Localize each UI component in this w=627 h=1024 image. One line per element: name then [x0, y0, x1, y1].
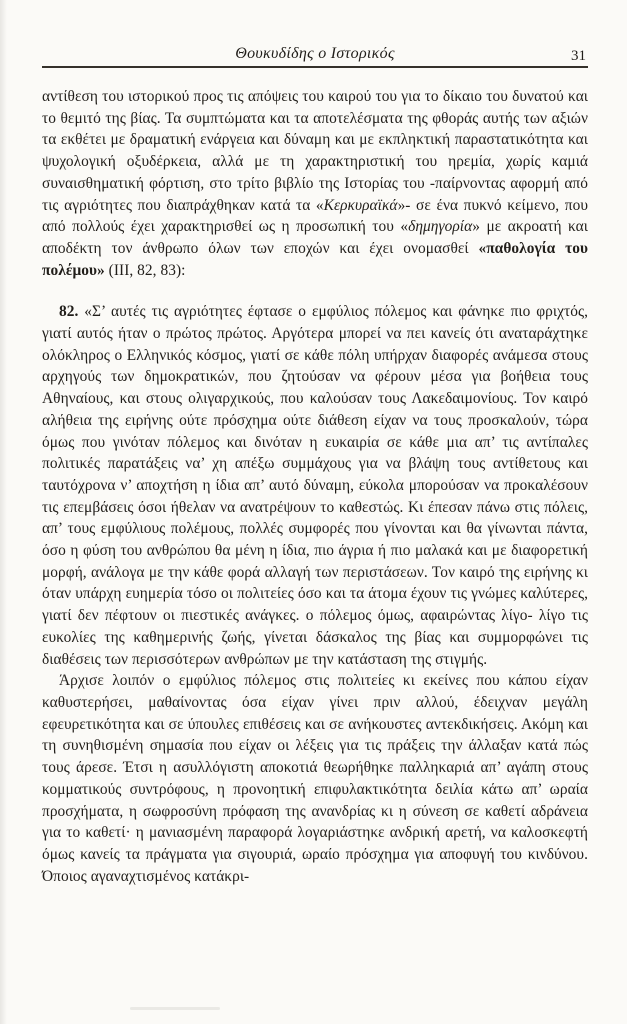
- citation-text: (III, 82, 83):: [104, 261, 186, 279]
- scan-artifact: [130, 1007, 220, 1010]
- section-number: 82.: [59, 303, 79, 321]
- page-body: [42, 86, 588, 887]
- running-title: Θουκυδίδης ο Ιστορικός: [235, 45, 395, 62]
- intro-text: »- σε ένα πυκνό κείμενο, που από πολλούς έχει χαρακτηρισθεί ως η προσωπική του «: [42, 196, 588, 236]
- paragraph-intro: [42, 86, 588, 281]
- paragraph-section-82: [42, 301, 588, 670]
- kerkyraika-italic-text: Κερκυραϊκά: [323, 196, 398, 214]
- dimigoria-italic-text: δημηγορία: [408, 218, 473, 236]
- quote-text: Άρχισε λοιπόν ο εμφύλιος πόλεμος στις πολιτείες κι εκείνες που κάπου είχαν καθυστερήσει, μαθαίνοντας όσα είχαν γίνει πριν αλλού, έδειχναν μεγάλη εφευρετικότητα και σε ύπουλες επιθέσεις και σε ανήκουστες αντεκδικήσεις. Ακόμη και τη συνηθισμένη σημασία που είχαν οι λέξεις για τις πράξεις την άλλαξαν κατά πώς τους άρεσε. Έτσι η ασυλλόγιστη αποκοτιά θεωρήθηκε παλληκαριά απ’ αγάπη στους κομματικούς συντρόφους, η προνοητική επιφυλακτικότητα δειλία κάτω απ’ ωραία προσχήματα, η σωφροσύνη πρόφαση της ανανδρίας κι η σύνεση σε καθετί αδράνεια για το καθετί· η μανιασμένη παραφορά λογαριάστηκε ανδρική αρετή, να καλοσκεφτή όμως κανείς τα πράγματα για σιγουριά, ωραίο πρόσχημα για αποφυγή του κινδύνου. Όποιος αγαναχτισμένος κατάκρι-: [42, 672, 588, 885]
- pathologia-bold-text: «παθολογία του πολέμου»: [42, 239, 588, 279]
- quote-text: «Σ’ αυτές τις αγριότητες έφτασε ο εμφύλιος πόλεμος και φάνηκε πιο φριχτός, γιατί αυτός ήταν ο πρώτος πρώτος. Αργότερα μπορεί να πει κανείς ότι αναταράχτηκε ολόκληρος ο Ελληνικός κόσμος, γιατί σε κάθε πόλη υπήρχαν διαφορές ανάμεσα στους αρχηγούς των δημοκρατικών, που ζητούσαν να φέρουν μέσα για βοήθεια τους Αθηναίους, και στους ολιγαρχικούς, που καλούσαν τους Λακεδαιμονίους. Τον καιρό αλήθεια της ειρήνης ούτε πρόσχημα ούτε διάθεση είχαν να τους προσκαλούν, τώρα όμως που γινόταν πόλεμος και δινόταν η ευκαιρία σε κάθε μια απ’ τις αντίπαλες πολιτικές παρατάξεις να’ χη απέξω συμμάχους για να βλάψη τους αντίθετους και ταυτόχρονα ν’ αποχτήση η ίδια απ’ αυτό δύναμη, εύκολα μπορούσαν να προκαλέσουν τις επεμβάσεις όσοι ήθελαν να ανατρέψουν το καθεστώς. Κι έπεσαν πάνω στις πόλεις, απ’ τους εμφύλιους πολέμους, πολλές συμφορές που γίνονται και θα γίνωνται πάντα, όσο η φύση του ανθρώπου θα μένη η ίδια, πιο άγρια ή πιο μαλακά και με διαφορετική μορφή, ανάλογα με την κάθε φορά αλλαγή των περιστάσεων. Τον καιρό της ειρήνης κι όταν υπάρχη ευημερία τόσο οι πολιτείες όσο και τα άτομα έχουν τις γνώμες καλύτερες, γιατί δεν πέφτουν οι πιεστικές ανάγκες. ο πόλεμος όμως, αφαιρώντας λίγο- λίγο τις ευκολίες της καθημερινής ζωής, γίνεται δάσκαλος της βίας και συμμορφώνει τις διαθέσεις των περισσότερων ανθρώπων με την κατάσταση της στιγμής.: [42, 303, 588, 668]
- intro-text: αντίθεση του ιστορικού προς τις απόψεις του καιρού του για το δίκαιο του δυνατού και το θεμιτό της βίας. Τα συμπτώματα και τα αποτελέσματα της φθοράς αυτής των αξιών τα εκθέτει με δραματική ενάργεια και δύναμη και με εκπληκτική παραστατικότητα και ψυχολογική οξυδέρκεια, αλλά με τη χαρακτηριστική του ηρεμία, χωρίς καμιά συναισθηματική φόρτιση, στο τρίτο βιβλίο της Ιστορίας του -παίρνοντας αφορμή από τις αγριότητες που διαπράχθηκαν κατά τα «: [42, 88, 588, 214]
- intro-text: » με ακροατή και αποδέκτη τον άνθρωπο όλων των εποχών και έχει ονομασθεί: [42, 218, 588, 257]
- page-number: 31: [571, 48, 586, 64]
- page-header: [42, 42, 588, 68]
- page-edge-shading: [0, 0, 7, 1024]
- paragraph-section-83: [42, 670, 588, 887]
